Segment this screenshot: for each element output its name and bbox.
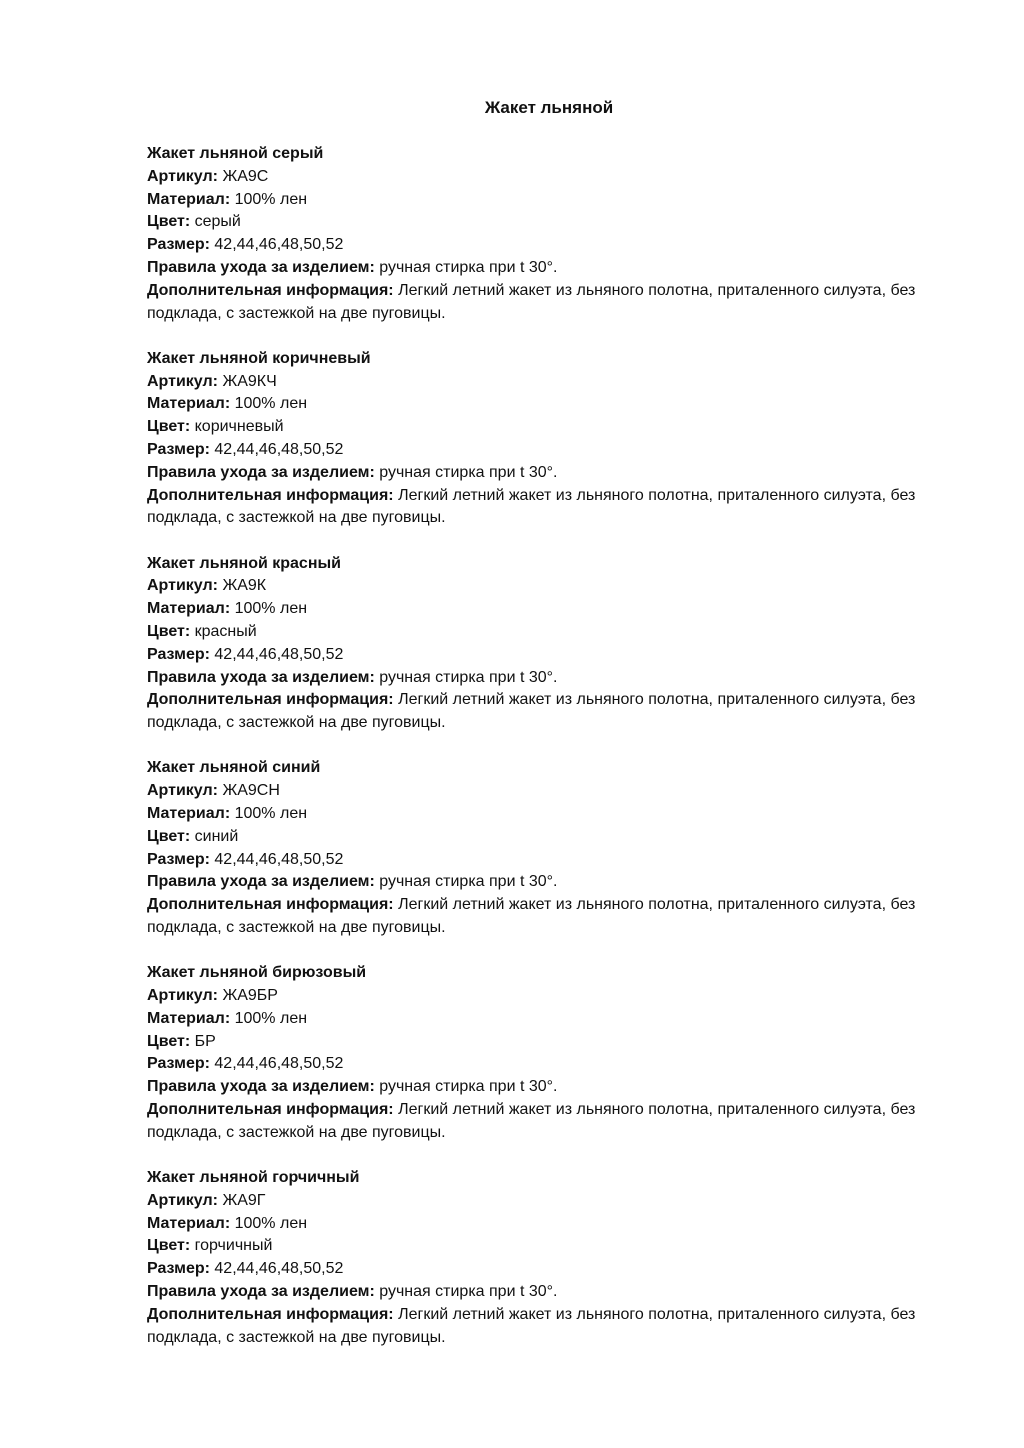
info-label: Дополнительная информация: <box>147 1100 394 1118</box>
material-label: Материал: <box>147 600 231 618</box>
material-label: Материал: <box>147 190 231 208</box>
material-label: Материал: <box>147 1009 231 1027</box>
color-field <box>147 1235 947 1258</box>
article-value: ЖА9Г <box>222 1191 266 1209</box>
material-value: 100% лен <box>234 1009 308 1027</box>
material-field <box>147 393 947 416</box>
product-entry <box>147 757 947 962</box>
material-value: 100% лен <box>234 1214 308 1232</box>
color-field <box>147 211 947 234</box>
material-label: Материал: <box>147 395 231 413</box>
color-field <box>147 416 947 439</box>
info-field <box>147 485 947 531</box>
info-value: Легкий летний жакет из льняного полотна, приталенного силуэта, без подклада, с застежкой на две пуговицы. <box>147 486 916 527</box>
size-value: 42,44,46,48,50,52 <box>214 1260 344 1278</box>
care-label: Правила ухода за изделием: <box>147 873 375 891</box>
care-field <box>147 871 947 894</box>
size-label: Размер: <box>147 440 210 458</box>
color-value: красный <box>194 622 257 640</box>
care-value: ручная стирка при t 30°. <box>379 668 558 686</box>
product-entry <box>147 1167 947 1372</box>
color-value: синий <box>194 827 239 845</box>
material-value: 100% лен <box>234 804 308 822</box>
care-label: Правила ухода за изделием: <box>147 668 375 686</box>
size-field <box>147 644 947 667</box>
article-value: ЖА9БР <box>222 986 278 1004</box>
info-label: Дополнительная информация: <box>147 691 394 709</box>
article-field <box>147 780 947 803</box>
color-label: Цвет: <box>147 1032 191 1050</box>
care-label: Правила ухода за изделием: <box>147 1078 375 1096</box>
product-entry <box>147 348 947 553</box>
material-value: 100% лен <box>234 600 308 618</box>
info-label: Дополнительная информация: <box>147 486 394 504</box>
product-entry <box>147 553 947 758</box>
material-label: Материал: <box>147 804 231 822</box>
article-label: Артикул: <box>147 782 218 800</box>
info-field <box>147 894 947 940</box>
material-field <box>147 598 947 621</box>
care-field <box>147 257 947 280</box>
info-value: Легкий летний жакет из льняного полотна, приталенного силуэта, без подклада, с застежкой на две пуговицы. <box>147 281 916 322</box>
care-value: ручная стирка при t 30°. <box>379 873 558 891</box>
article-field <box>147 371 947 394</box>
care-field <box>147 1281 947 1304</box>
info-label: Дополнительная информация: <box>147 896 394 914</box>
size-field <box>147 439 947 462</box>
article-label: Артикул: <box>147 577 218 595</box>
size-label: Размер: <box>147 645 210 663</box>
info-value: Легкий летний жакет из льняного полотна, приталенного силуэта, без подклада, с застежкой на две пуговицы. <box>147 1305 916 1346</box>
care-value: ручная стирка при t 30°. <box>379 1282 558 1300</box>
product-name: Жакет льняной бирюзовый <box>147 964 367 982</box>
document-title: Жакет льняной <box>484 98 614 117</box>
article-label: Артикул: <box>147 167 218 185</box>
article-value: ЖА9КЧ <box>222 372 277 390</box>
product-name: Жакет льняной горчичный <box>147 1168 360 1186</box>
color-value: серый <box>194 213 241 231</box>
care-field <box>147 1076 947 1099</box>
care-value: ручная стирка при t 30°. <box>379 463 558 481</box>
color-value: горчичный <box>194 1237 273 1255</box>
article-value: ЖА9К <box>222 577 267 595</box>
product-name: Жакет льняной синий <box>147 759 321 777</box>
article-field <box>147 1190 947 1213</box>
care-label: Правила ухода за изделием: <box>147 1282 375 1300</box>
product-entry <box>147 143 947 348</box>
size-label: Размер: <box>147 1055 210 1073</box>
size-label: Размер: <box>147 850 210 868</box>
article-field <box>147 985 947 1008</box>
article-value: ЖА9С <box>222 167 269 185</box>
article-value: ЖА9СН <box>222 782 280 800</box>
color-label: Цвет: <box>147 1237 191 1255</box>
color-field <box>147 826 947 849</box>
size-value: 42,44,46,48,50,52 <box>214 440 344 458</box>
care-field <box>147 667 947 690</box>
article-field <box>147 575 947 598</box>
info-value: Легкий летний жакет из льняного полотна, приталенного силуэта, без подклада, с застежкой на две пуговицы. <box>147 1100 916 1141</box>
color-label: Цвет: <box>147 622 191 640</box>
care-field <box>147 462 947 485</box>
color-field <box>147 1031 947 1054</box>
info-value: Легкий летний жакет из льняного полотна, приталенного силуэта, без подклада, с застежкой на две пуговицы. <box>147 691 916 732</box>
color-value: БР <box>194 1032 216 1050</box>
size-field <box>147 849 947 872</box>
size-value: 42,44,46,48,50,52 <box>214 645 344 663</box>
product-name: Жакет льняной серый <box>147 145 324 162</box>
size-field <box>147 234 947 257</box>
info-label: Дополнительная информация: <box>147 281 394 299</box>
material-label: Материал: <box>147 1214 231 1232</box>
article-label: Артикул: <box>147 986 218 1004</box>
color-label: Цвет: <box>147 213 191 231</box>
care-value: ручная стирка при t 30°. <box>379 258 558 276</box>
care-label: Правила ухода за изделием: <box>147 463 375 481</box>
info-field <box>147 689 947 735</box>
size-value: 42,44,46,48,50,52 <box>214 850 344 868</box>
article-field <box>147 166 947 189</box>
size-value: 42,44,46,48,50,52 <box>214 236 344 254</box>
care-label: Правила ухода за изделием: <box>147 258 375 276</box>
product-name: Жакет льняной коричневый <box>147 349 371 367</box>
info-label: Дополнительная информация: <box>147 1305 394 1323</box>
info-field <box>147 280 947 326</box>
product-name: Жакет льняной красный <box>147 554 341 572</box>
size-value: 42,44,46,48,50,52 <box>214 1055 344 1073</box>
article-label: Артикул: <box>147 372 218 390</box>
color-value: коричневый <box>194 418 284 436</box>
info-field <box>147 1304 947 1350</box>
info-field <box>147 1099 947 1145</box>
material-value: 100% лен <box>234 395 308 413</box>
color-label: Цвет: <box>147 418 191 436</box>
size-field <box>147 1053 947 1076</box>
size-field <box>147 1258 947 1281</box>
material-field <box>147 1213 947 1236</box>
material-field <box>147 1008 947 1031</box>
material-value: 100% лен <box>234 190 308 208</box>
material-field <box>147 803 947 826</box>
product-list <box>147 143 947 1372</box>
product-entry <box>147 962 947 1167</box>
info-value: Легкий летний жакет из льняного полотна, приталенного силуэта, без подклада, с застежкой на две пуговицы. <box>147 896 916 936</box>
article-label: Артикул: <box>147 1191 218 1209</box>
size-label: Размер: <box>147 1260 210 1278</box>
care-value: ручная стирка при t 30°. <box>379 1078 558 1096</box>
color-field <box>147 621 947 644</box>
material-field <box>147 189 947 212</box>
color-label: Цвет: <box>147 827 191 845</box>
size-label: Размер: <box>147 236 210 254</box>
